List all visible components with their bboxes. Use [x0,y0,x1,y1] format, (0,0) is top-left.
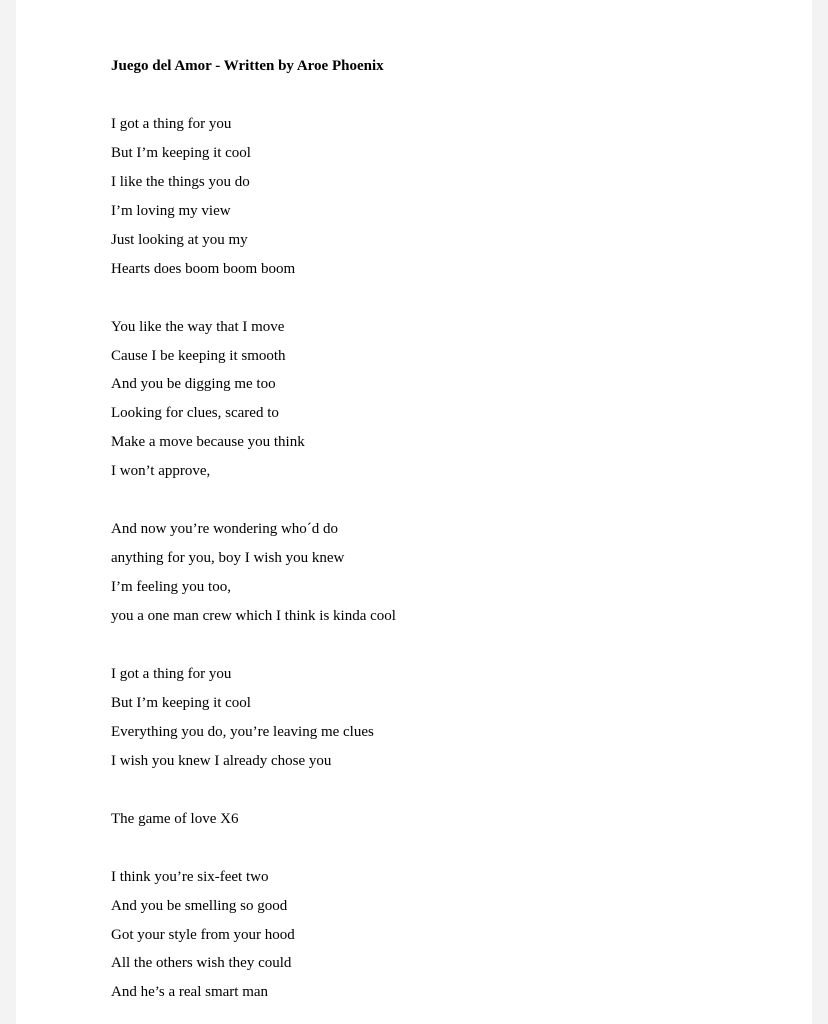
lyric-line: And now you’re wondering who´d do [111,521,339,538]
lyric-line: Just looking at you my [111,231,248,248]
document-page [16,0,812,1024]
lyric-line: The game of love X6 [111,810,239,827]
lyric-line: And you be smelling so good [111,897,288,914]
stanza-6 [111,863,751,1008]
lyric-line: I got a thing for you [111,115,232,132]
stanza-2 [111,313,751,487]
lyric-line: you a one man crew which I think is kinda cool [111,608,396,625]
lyric-line: I’m feeling you too, [111,579,231,596]
lyric-line: And you be digging me too [111,376,276,393]
blank-line [111,776,751,805]
blank-line [111,486,751,515]
lyric-line: But I’m keeping it cool [111,694,251,711]
lyric-line: I’m loving my view [111,202,231,219]
lyric-line: Got your style from your hood [111,926,295,943]
lyric-line: Cause I be keeping it smooth [111,347,286,364]
lyric-line: Hearts does boom boom boom [111,260,296,277]
lyric-line: Everything you do, you’re leaving me clues [111,723,374,740]
lyric-line: I like the things you do [111,173,250,190]
lyric-line: But I’m keeping it cool [111,144,251,161]
lyrics-document [111,52,751,1007]
blank-line [111,284,751,313]
lyric-line: I think you’re six-feet two [111,868,269,885]
lyric-line: All the others wish they could [111,955,292,972]
blank-line [111,631,751,660]
lyric-line: Make a move because you think [111,434,305,451]
lyric-line: And he’s a real smart man [111,984,269,1001]
stanza-4 [111,660,751,776]
stanza-5 [111,805,751,834]
stanza-1 [111,110,751,284]
lyric-line: I won’t approve, [111,463,211,480]
document-title: Juego del Amor - Written by Aroe Phoenix [111,58,384,74]
lyric-line: You like the way that I move [111,318,285,335]
lyric-line: anything for you, boy I wish you knew [111,550,345,567]
blank-line [111,81,751,110]
blank-line [111,834,751,863]
lyric-line: I got a thing for you [111,665,232,682]
stanza-3 [111,515,751,631]
lyric-line: Looking for clues, scared to [111,405,279,422]
lyric-line: I wish you knew I already chose you [111,752,332,769]
